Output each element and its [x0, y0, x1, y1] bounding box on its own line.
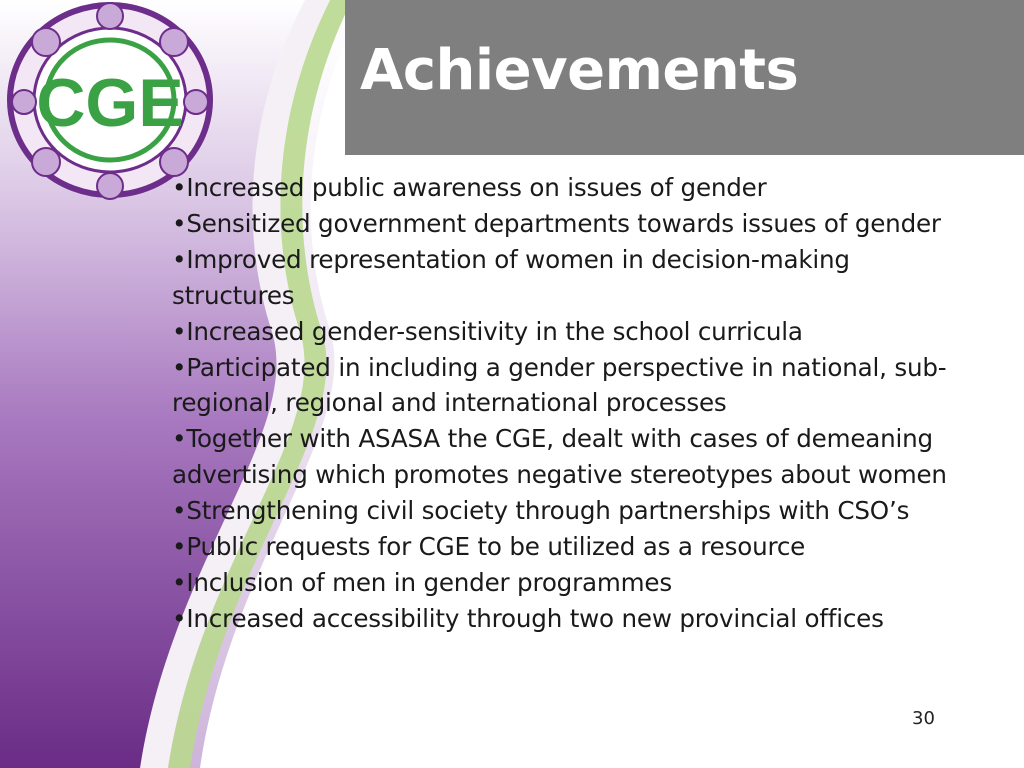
svg-text:CGE: CGE: [36, 65, 184, 141]
slide-title: Achievements: [360, 38, 799, 103]
list-item: • Together with ASASA the CGE, dealt with cases of demeaning advertising which promotes negative stereotypes about women: [172, 421, 972, 493]
list-item: • Strengthening civil society through partnerships with CSO’s: [172, 493, 972, 529]
list-item: • Public requests for CGE to be utilized as a resource: [172, 529, 972, 565]
list-item: • Increased accessibility through two new provincial offices: [172, 601, 972, 637]
list-item: • Sensitized government departments towards issues of gender: [172, 206, 972, 242]
list-item: • Inclusion of men in gender programmes: [172, 565, 972, 601]
list-item: • Increased public awareness on issues of gender: [172, 170, 972, 206]
list-item: • Improved representation of women in decision-making structures: [172, 242, 972, 314]
achievements-list: [172, 170, 972, 637]
page-number: 30: [912, 708, 935, 729]
list-item: • Participated in including a gender perspective in national, sub-regional, regional and international processes: [172, 350, 972, 422]
list-item: • Increased gender-sensitivity in the school curricula: [172, 314, 972, 350]
